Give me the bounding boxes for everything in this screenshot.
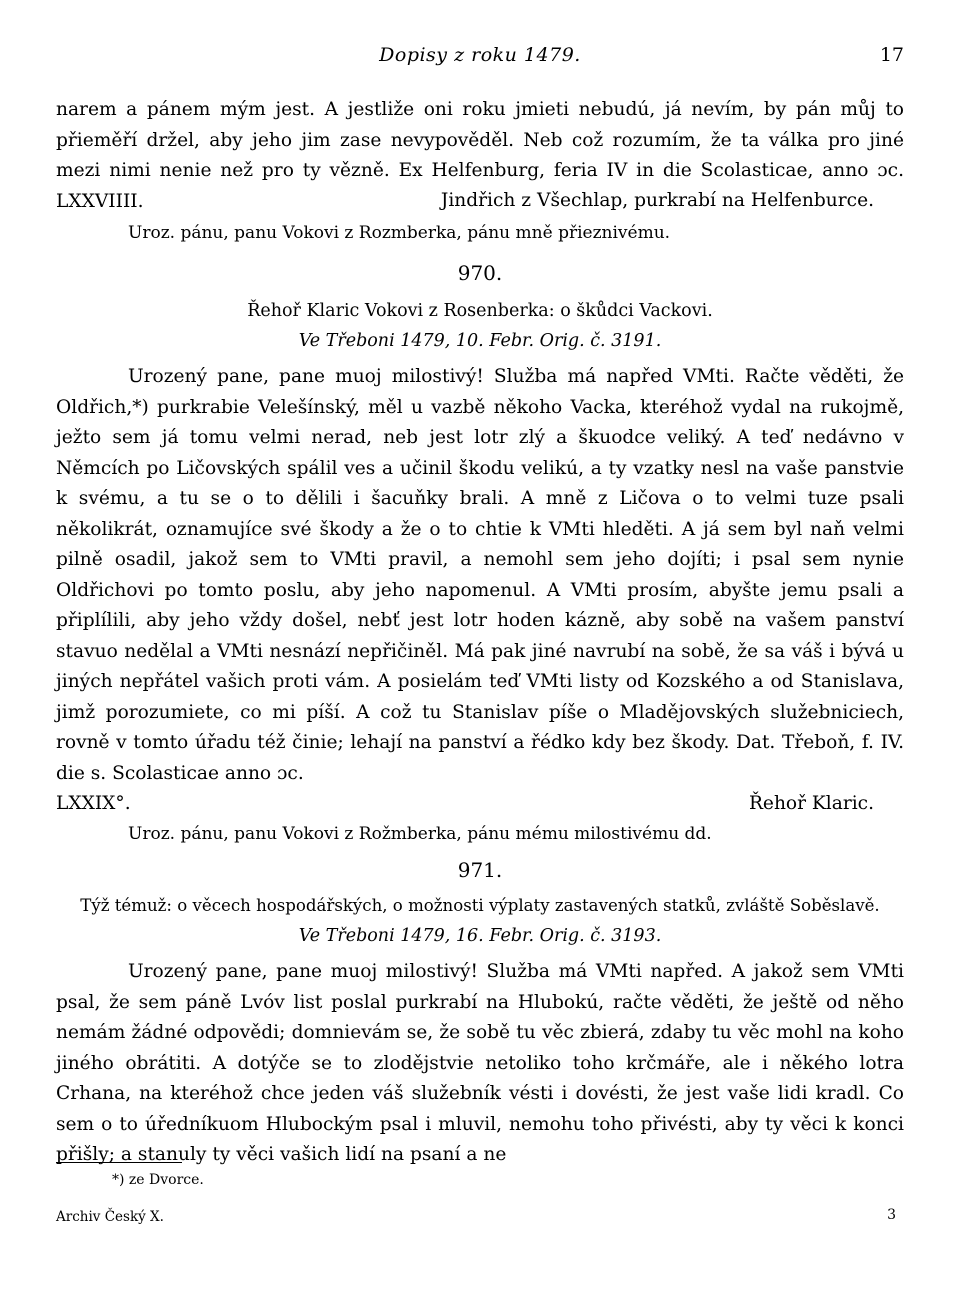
running-header [56,44,904,74]
footnote: *) ze Dvorce. [112,1172,204,1188]
page-number: 17 [879,44,904,66]
letter-971 [56,855,904,1171]
continuation-address: Uroz. pánu, panu Vokovi z Rozmberka, pánu mně přieznivému. [128,223,671,243]
letter-heading: Týž témuž: o věcech hospodářských, o možnosti výplaty zastavených statků, zvláště Soběslavě. [80,896,880,915]
letter-address: Uroz. pánu, panu Vokovi z Rožmberka, pánu mému milostivému dd. [128,824,712,844]
letter-text: Urozený pane, pane muoj milostivý! Služba má VMti napřed. A jakož sem VMti psal, že sem páně Lvóv list poslal purkrabí na Hlubokú, račte věděti, že ještě od něho nemám žádné odpovědi; domnievám se, že sobě tu věc zbierá, zdaby tu věc mohl na koho jiného obrátiti. A dotýče se to zlodějstvie netoliko toho krčmáře, ale i někého lotra Crhana, na kteréhož chce jeden váš služebník vésti i dovésti, že jest vaše lidi kradl. Co sem o to úředníkuom Hlubockým psal i mluvil, nemohu toho přivésti, aby ty věci k konci přišly; a stanuly ty věci vašich lidí na psaní a ne [56,961,904,1165]
letter-signature: Řehoř Klaric. [748,793,874,814]
footnote-rule [56,1162,182,1163]
continuation-text: narem a pánem mým jest. A jestliže oni roku jmieti nebudú, já nevím, by pán můj to přieměří držel, aby jeho jim zase nevypověděl. Neb což rozumím, že ta válka pro jiné mezi nimi nenie než pro ty vězně. Ex Helfenburg, feria IV in die Scolasticae, anno ɔc. LXXVIIII. [56,99,904,212]
letter-dateline: Ve Třeboni 1479, 10. Febr. Orig. č. 3191. [298,331,662,351]
letter-year: LXXIX°. [56,793,131,814]
letter-heading: Řehoř Klaric Vokovi z Rosenberka: o škůdci Vackovi. [247,301,713,321]
sheet-number: 3 [887,1207,896,1223]
continuation-address-wrap [56,218,904,248]
signature-mark: Archiv Český X. [56,1209,164,1225]
letter-text: Urozený pane, pane muoj milostivý! Služba má napřed VMti. Račte věděti, že Oldřich,*) purkrabie Velešínský, měl u vazbě někoho Vacka, kteréhož vydal na rukojmě, ježto sem já tomu velmi nerad, neb jest lotr zlý a škuodce veliký. A teď nedávno v Němcích po Ličovských spálil ves a učinil škodu velikú, a ty vzatky nesl na vaše panstvie k svému, a tu se o to dělili i šacuňky brali. A mně z Ličova o to velmi tuze psali několikrát, oznamujíce své škody a že o to chtie k VMti hleděti. A já sem byl naň velmi pilně osadil, jakož sem to VMti pravil, a nemohl sem jeho dojíti; i psal sem nynie Oldřichovi po tomto poslu, aby jeho napomenul. A VMti prosím, abyšte jemu psali a připlílili, aby jeho vždy došel, nebť jest lotr hoden kázně, aby sobě na vašem panství stavuo nedělal a VMti nesnází nepřičiněl. Má pak jiné navrubí na sobě, že sa váš i bývá u jiných nepřátel vašich proti vám. A posielám teď VMti listy od Kozského a od Stanislava, jimž porozumiete, co mi píší. A což tu Stanislav píše o Mladějovských služebniciech, rovně v tomto úřadu též činie; lehají na panství a řédko kdy bez škody. Dat. Třeboň, f. IV. die s. Scolasticae anno ɔc. [56,366,904,784]
running-title: Dopisy z roku 1479. [379,44,581,66]
letter-number: 970. [457,261,503,285]
letter-dateline: Ve Třeboni 1479, 16. Febr. Orig. č. 3193. [298,926,662,946]
letter-number: 971. [457,858,503,882]
letter-closing [56,789,904,819]
letter-970 [56,258,904,849]
continuation-signature: Jindřich z Všechlap, purkrabí na Helfenburce. [440,190,874,211]
continuation-signature-line [56,186,904,217]
